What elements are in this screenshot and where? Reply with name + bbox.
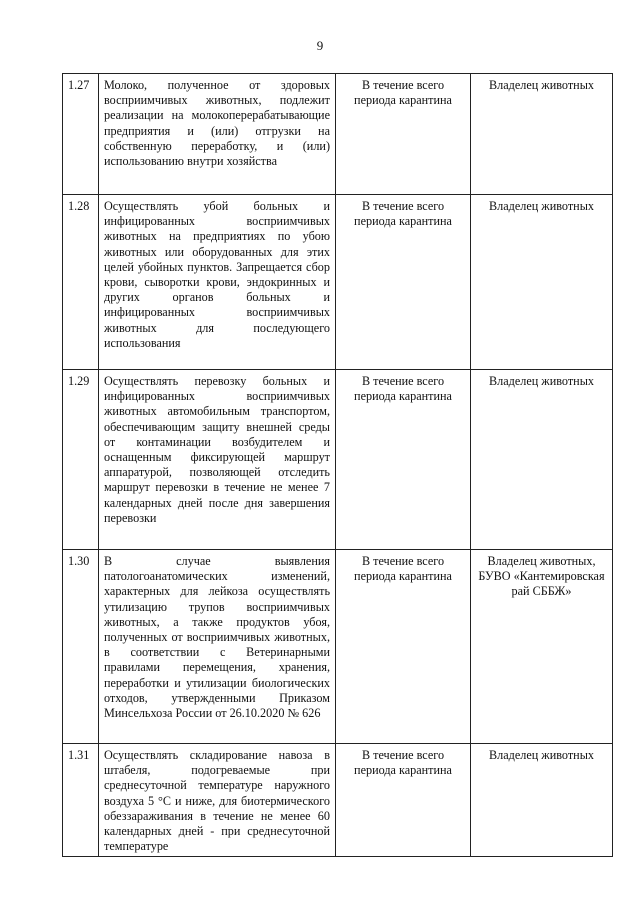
measure-description: Молоко, полученное от здоровых восприимчивых животных, подлежит реализации на молокоперерабатывающие предприятия и (или) отгрузки на собственную переработку, и (или) использованию внутри хозяйства bbox=[99, 74, 336, 195]
measure-term: В течение всего периода карантина bbox=[336, 195, 471, 370]
measure-responsible: Владелец животных bbox=[471, 370, 613, 550]
measure-description: Осуществлять складирование навоза в штабеля, подогреваемые при среднесуточной температуре наружного воздуха 5 °С и ниже, для биотермического обеззараживания в течение не менее 60 календарных дней - при среднесуточной температуре bbox=[99, 744, 336, 857]
measure-description: Осуществлять убой больных и инфицированных восприимчивых животных на предприятиях по убою животных или оборудованных для этих целей убойных пунктов. Запрещается сбор крови, сыворотки крови, эндокринных и других органов больных и инфицированных восприимчивых животных для последующего использования bbox=[99, 195, 336, 370]
table-row bbox=[63, 74, 613, 195]
measure-term: В течение всего периода карантина bbox=[336, 550, 471, 744]
page-number: 9 bbox=[316, 38, 324, 53]
quarantine-measures-table bbox=[62, 73, 613, 857]
measure-description: В случае выявления патологоанатомических изменений, характерных для лейкоза осуществлять утилизацию трупов восприимчивых животных, а также продуктов убоя, полученных от восприимчивых животных, в соответствии с Ветеринарными правилами перемещения, хранения, переработки и утилизации биологических отходов, утвержденными Приказом Минсельхоза России от 26.10.2020 № 626 bbox=[99, 550, 336, 744]
table-row bbox=[63, 370, 613, 550]
table-row bbox=[63, 195, 613, 370]
measure-description: Осуществлять перевозку больных и инфицированных восприимчивых животных автомобильным транспортом, обеспечивающим защиту внешней среды от контаминации возбудителем и оснащенным фиксирующей маршрут аппаратурой, позволяющей отследить маршрут перевозки в течение не менее 7 календарных дней после дня завершения перевозки bbox=[99, 370, 336, 550]
measure-term: В течение всего периода карантина bbox=[336, 370, 471, 550]
table-row bbox=[63, 744, 613, 857]
row-number: 1.27 bbox=[63, 74, 99, 195]
row-number: 1.30 bbox=[63, 550, 99, 744]
row-number: 1.29 bbox=[63, 370, 99, 550]
measure-responsible: Владелец животных bbox=[471, 195, 613, 370]
measure-responsible: Владелец животных, БУВО «Кантемировская рай СББЖ» bbox=[471, 550, 613, 744]
measure-term: В течение всего периода карантина bbox=[336, 744, 471, 857]
measure-term: В течение всего периода карантина bbox=[336, 74, 471, 195]
table-row bbox=[63, 550, 613, 744]
row-number: 1.28 bbox=[63, 195, 99, 370]
row-number: 1.31 bbox=[63, 744, 99, 857]
measure-responsible: Владелец животных bbox=[471, 74, 613, 195]
measure-responsible: Владелец животных bbox=[471, 744, 613, 857]
